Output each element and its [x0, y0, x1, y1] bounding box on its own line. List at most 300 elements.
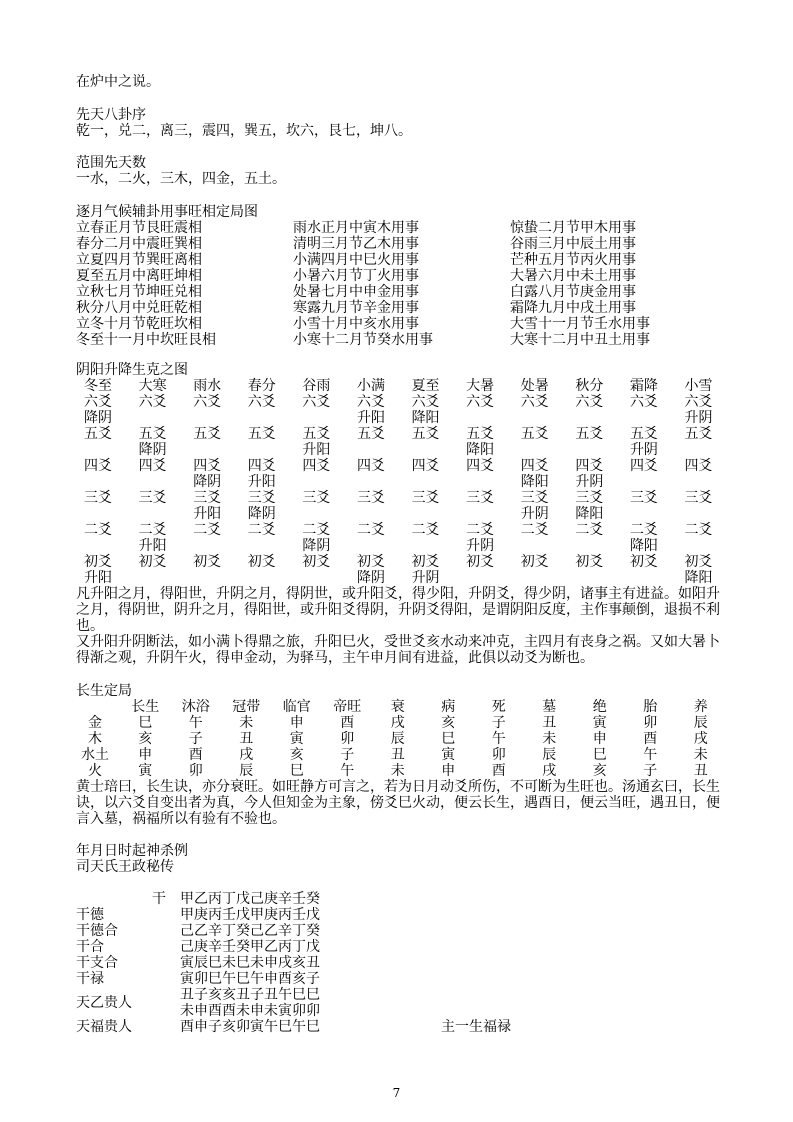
movement-mark: 升阴 — [629, 442, 658, 458]
shensha-values — [180, 971, 441, 987]
stage-header: 冠带 — [232, 699, 261, 715]
stem-sequence: 酉申子亥卯寅午巳午巳 — [180, 1019, 320, 1035]
paragraph-line: 也。 — [76, 618, 104, 634]
yao-cell: 二爻 — [302, 522, 331, 538]
movement-mark — [139, 474, 194, 490]
section-text: 一水，二火，三木，四金，五土。 — [76, 171, 286, 187]
yinyang-section — [76, 362, 739, 666]
branch-cell: 午 — [340, 763, 355, 779]
branch-cell: 未 — [542, 731, 557, 747]
stage-header: 绝 — [592, 699, 607, 715]
yao-cell: 三爻 — [466, 490, 495, 506]
corner-cell — [70, 699, 120, 715]
yao-cell: 四爻 — [466, 458, 495, 474]
yao-cell: 五爻 — [356, 426, 385, 442]
yao-cell: 初爻 — [466, 554, 495, 570]
movement-mark — [575, 442, 630, 458]
branch-cell: 卯 — [188, 763, 203, 779]
solar-term-header: 大寒 — [138, 378, 167, 394]
element-label: 木 — [88, 731, 102, 747]
yao-cell: 四爻 — [575, 458, 604, 474]
movement-mark — [139, 570, 194, 586]
yao-cell: 初爻 — [247, 554, 276, 570]
yao-cell: 五爻 — [520, 426, 549, 442]
shensha-label: 天乙贵人 — [76, 995, 132, 1011]
intro-section — [76, 74, 160, 90]
movement-mark — [521, 410, 576, 426]
movement-mark: 升阳 — [302, 442, 331, 458]
movement-mark: 降阳 — [411, 410, 440, 426]
section-title: 范围先天数 — [76, 155, 146, 171]
branch-cell: 申 — [441, 763, 456, 779]
movement-mark — [302, 474, 357, 490]
element-label: 金 — [88, 715, 102, 731]
monthly-entry: 雨水正月中寅木用事 — [293, 220, 419, 236]
branch-cell: 戌 — [239, 747, 254, 763]
shensha-label: 干合 — [76, 939, 104, 955]
movement-mark — [466, 570, 521, 586]
changsheng-commentary — [76, 779, 726, 827]
yao-cell: 三爻 — [84, 490, 112, 506]
yao-cell: 五爻 — [411, 426, 440, 442]
yao-cell: 六爻 — [247, 394, 276, 410]
branch-cell: 子 — [188, 731, 203, 747]
stem-sequence: 丑子亥亥丑子丑午巳巳 — [180, 987, 320, 1003]
yao-cell: 四爻 — [520, 458, 549, 474]
yao-cell: 二爻 — [193, 522, 222, 538]
stem-sequence: 寅辰巳未巳未申戌亥丑 — [180, 955, 320, 971]
branch-cell: 酉 — [491, 763, 506, 779]
movement-mark — [193, 442, 248, 458]
section-title: 年月日时起神杀例 — [76, 843, 188, 859]
monthly-entry: 寒露九月节辛金用事 — [293, 300, 419, 316]
shensha-table — [76, 891, 511, 1035]
yao-cell: 三爻 — [629, 490, 658, 506]
movement-mark — [685, 474, 740, 490]
solar-term-header: 霜降 — [629, 378, 658, 394]
stem-sequence: 未申酉酉未申未寅卯卯 — [180, 1003, 320, 1019]
movement-mark: 升阳 — [193, 506, 222, 522]
monthly-entry: 立冬十月节乾旺坎相 — [76, 316, 202, 332]
branch-cell: 戌 — [390, 715, 405, 731]
movement-mark: 升阳 — [138, 538, 167, 554]
branch-cell: 丑 — [239, 731, 254, 747]
branch-cell: 辰 — [693, 715, 708, 731]
yao-cell: 初爻 — [138, 554, 167, 570]
branch-cell: 亥 — [138, 731, 153, 747]
yao-cell: 五爻 — [247, 426, 276, 442]
movement-mark: 降阳 — [520, 474, 549, 490]
stage-header: 帝旺 — [333, 699, 362, 715]
branch-cell: 寅 — [441, 747, 456, 763]
branch-cell: 寅 — [592, 715, 607, 731]
movement-mark — [466, 474, 521, 490]
stem-sequence: 甲庚丙壬戊甲庚丙壬戊 — [180, 907, 320, 923]
yao-cell: 四爻 — [247, 458, 276, 474]
movement-mark — [521, 442, 576, 458]
yao-cell: 三爻 — [302, 490, 331, 506]
monthly-entry: 小暑六月节丁火用事 — [293, 268, 419, 284]
solar-term-header: 冬至 — [84, 378, 112, 394]
spacer — [76, 875, 511, 891]
shensha-row — [76, 907, 511, 923]
element-label: 火 — [88, 763, 102, 779]
movement-mark: 降阴 — [84, 410, 112, 426]
yao-cell: 四爻 — [356, 458, 385, 474]
stage-header: 长生 — [131, 699, 160, 715]
monthly-table — [76, 220, 727, 348]
yao-cell: 三爻 — [247, 490, 276, 506]
branch-cell: 丑 — [390, 747, 405, 763]
shensha-row — [76, 955, 511, 971]
yao-cell: 初爻 — [629, 554, 658, 570]
stage-header: 临官 — [282, 699, 311, 715]
movement-mark: 降阳 — [629, 538, 658, 554]
shensha-row — [76, 923, 511, 939]
stage-header: 沐浴 — [181, 699, 210, 715]
branch-cell: 亥 — [289, 747, 304, 763]
movement-mark — [193, 570, 248, 586]
yao-cell: 初爻 — [356, 554, 385, 570]
yao-cell: 四爻 — [411, 458, 440, 474]
branch-cell: 辰 — [239, 763, 254, 779]
monthly-entry: 春分二月中震旺巽相 — [76, 236, 202, 252]
yao-cell: 初爻 — [520, 554, 549, 570]
yao-cell: 三爻 — [138, 490, 167, 506]
stem-header-row — [76, 891, 511, 907]
movement-mark — [575, 410, 630, 426]
branch-cell: 未 — [693, 747, 708, 763]
movement-mark — [575, 538, 630, 554]
movement-mark: 升阴 — [411, 570, 440, 586]
changsheng-table — [70, 699, 726, 779]
movement-mark: 升阳 — [84, 570, 112, 586]
movement-mark — [248, 442, 303, 458]
yao-cell: 五爻 — [193, 426, 222, 442]
stage-header: 病 — [441, 699, 456, 715]
monthly-entry: 惊蛰二月节甲木用事 — [510, 220, 636, 236]
yinyang-commentary — [76, 586, 739, 666]
yao-cell: 六爻 — [629, 394, 658, 410]
yao-cell: 初爻 — [84, 554, 112, 570]
movement-mark — [357, 442, 412, 458]
monthly-entry: 芒种五月节丙火用事 — [510, 252, 636, 268]
yao-cell: 二爻 — [466, 522, 495, 538]
movement-mark — [84, 506, 139, 522]
yao-cell: 四爻 — [302, 458, 331, 474]
movement-mark: 降阳 — [466, 442, 495, 458]
section-title: 逐月气候辅卦用事旺相定局图 — [76, 204, 258, 220]
yao-cell: 五爻 — [302, 426, 331, 442]
yao-cell: 二爻 — [520, 522, 549, 538]
movement-mark — [412, 442, 467, 458]
yao-cell: 六爻 — [138, 394, 167, 410]
branch-cell: 申 — [592, 731, 607, 747]
movement-mark — [139, 410, 194, 426]
movement-mark — [521, 570, 576, 586]
monthly-entry: 大暑六月中未土用事 — [510, 268, 636, 284]
movement-mark — [248, 538, 303, 554]
movement-mark: 升阴 — [466, 538, 495, 554]
yao-cell: 六爻 — [466, 394, 495, 410]
monthly-entry: 立秋七月节坤旺兑相 — [76, 284, 202, 300]
solar-term-header: 雨水 — [193, 378, 222, 394]
movement-mark: 降阴 — [138, 442, 167, 458]
stage-header: 胎 — [643, 699, 658, 715]
monthly-entry: 立夏四月节巽旺离相 — [76, 252, 202, 268]
yao-cell: 六爻 — [684, 394, 713, 410]
section-title: 先天八卦序 — [76, 107, 146, 123]
movement-mark — [630, 570, 685, 586]
movement-mark — [302, 570, 357, 586]
branch-cell: 寅 — [289, 731, 304, 747]
movement-mark — [357, 538, 412, 554]
movement-mark: 降阳 — [575, 506, 604, 522]
monthly-entry: 小寒十二月节癸水用事 — [293, 332, 433, 348]
branch-cell: 亥 — [441, 715, 456, 731]
branch-cell: 子 — [340, 747, 355, 763]
solar-term-header: 小雪 — [684, 378, 713, 394]
paragraph-line: 得渐之观，升阴午火，得申金动，为驿马，主午申月间有进益，此俱以动爻为断也。 — [76, 650, 594, 666]
stem-sequence: 己乙辛丁癸己乙辛丁癸 — [180, 923, 320, 939]
paragraph — [76, 586, 739, 634]
yao-cell: 三爻 — [193, 490, 222, 506]
yao-cell: 四爻 — [684, 458, 713, 474]
movement-mark: 降阴 — [302, 538, 331, 554]
movement-mark: 降阴 — [247, 506, 276, 522]
movement-mark — [575, 570, 630, 586]
movement-mark — [521, 538, 576, 554]
yao-cell: 三爻 — [575, 490, 604, 506]
yao-cell: 五爻 — [684, 426, 713, 442]
yao-cell: 六爻 — [193, 394, 222, 410]
solar-term-header: 秋分 — [575, 378, 604, 394]
paragraph-line: 又升阳升阴断法，如小满卜得鼎之旅，升阳巳火，受世爻亥水动来冲克，主四月有丧身之祸。又如大暑卜 — [76, 634, 720, 650]
monthly-entry: 冬至十一月中坎旺艮相 — [76, 332, 216, 348]
fanwei-section — [76, 155, 286, 187]
yao-cell: 二爻 — [138, 522, 167, 538]
branch-cell: 未 — [239, 715, 254, 731]
solar-term-header: 处暑 — [520, 378, 549, 394]
branch-cell: 申 — [138, 747, 153, 763]
xiantian-order-section — [76, 107, 412, 139]
branch-cell: 辰 — [542, 747, 557, 763]
yao-cell: 二爻 — [629, 522, 658, 538]
movement-mark — [193, 410, 248, 426]
shensha-row — [76, 1019, 511, 1035]
yao-cell: 三爻 — [411, 490, 440, 506]
monthly-entry: 夏至五月中离旺坤相 — [76, 268, 202, 284]
yao-cell: 二爻 — [684, 522, 713, 538]
branch-cell: 申 — [289, 715, 304, 731]
yao-cell: 六爻 — [520, 394, 549, 410]
yao-cell: 三爻 — [356, 490, 385, 506]
movement-mark — [84, 538, 139, 554]
shensha-values — [180, 987, 441, 1019]
movement-mark: 升阴 — [520, 506, 549, 522]
movement-mark — [685, 538, 740, 554]
yao-cell: 初爻 — [302, 554, 331, 570]
yao-cell: 初爻 — [193, 554, 222, 570]
movement-mark — [302, 506, 357, 522]
branch-cell: 亥 — [592, 763, 607, 779]
stem-header-values: 甲乙丙丁戊己庚辛壬癸 — [180, 891, 320, 907]
yao-cell: 四爻 — [629, 458, 658, 474]
branch-cell: 戌 — [693, 731, 708, 747]
paragraph-line: 黄士琣曰，长生诀，亦分衰旺。如旺静方可言之，若为日月动爻所伤，不可断为生旺也。汤通玄曰，长生 — [76, 779, 720, 795]
branch-cell: 子 — [491, 715, 506, 731]
yao-cell: 四爻 — [193, 458, 222, 474]
branch-cell: 丑 — [542, 715, 557, 731]
branch-cell: 卯 — [643, 715, 658, 731]
yao-cell: 五爻 — [575, 426, 604, 442]
yao-cell: 六爻 — [411, 394, 440, 410]
monthly-entry: 大寒十二月中丑土用事 — [510, 332, 650, 348]
movement-mark — [248, 570, 303, 586]
movement-mark — [412, 538, 467, 554]
monthly-section — [76, 204, 727, 348]
stage-header: 衰 — [390, 699, 405, 715]
yao-cell: 五爻 — [138, 426, 167, 442]
monthly-entry: 霜降九月中戌土用事 — [510, 300, 636, 316]
solar-term-header: 大暑 — [466, 378, 495, 394]
yao-cell: 二爻 — [247, 522, 276, 538]
yao-cell: 二爻 — [356, 522, 385, 538]
stem-sequence: 己庚辛壬癸甲乙丙丁戊 — [180, 939, 320, 955]
section-subtitle: 司天氏王政秘传 — [76, 859, 174, 875]
stem-sequence: 寅卯巳午巳午申酉亥子 — [180, 971, 320, 987]
solar-term-header: 夏至 — [411, 378, 440, 394]
shensha-note: 主一生福禄 — [441, 1019, 511, 1035]
shensha-section — [76, 843, 511, 1035]
shensha-row — [76, 987, 511, 1019]
shensha-values — [180, 1019, 441, 1035]
yao-cell: 初爻 — [575, 554, 604, 570]
monthly-entry: 白露八月节庚金用事 — [510, 284, 636, 300]
movement-mark — [685, 506, 740, 522]
movement-mark — [302, 410, 357, 426]
movement-mark — [630, 410, 685, 426]
branch-cell: 酉 — [643, 731, 658, 747]
branch-cell: 子 — [643, 763, 658, 779]
yao-cell: 五爻 — [84, 426, 112, 442]
shensha-label: 干禄 — [76, 971, 104, 987]
yao-cell: 六爻 — [356, 394, 385, 410]
branch-cell: 卯 — [340, 731, 355, 747]
yao-cell: 六爻 — [302, 394, 331, 410]
shensha-row — [76, 939, 511, 955]
yao-cell: 二爻 — [575, 522, 604, 538]
monthly-entry: 小满四月中巳火用事 — [293, 252, 419, 268]
monthly-entry: 处暑七月中申金用事 — [293, 284, 419, 300]
movement-mark — [84, 474, 139, 490]
section-text: 乾一，兑二，离三，震四，巽五，坎六，艮七，坤八。 — [76, 123, 412, 139]
movement-mark — [248, 410, 303, 426]
yao-cell: 二爻 — [84, 522, 112, 538]
shensha-label: 干支合 — [76, 955, 118, 971]
branch-cell: 巳 — [441, 731, 456, 747]
shensha-label: 干德合 — [76, 923, 118, 939]
monthly-entry: 谷雨三月中辰土用事 — [510, 236, 636, 252]
monthly-entry: 大雪十一月节壬水用事 — [510, 316, 650, 332]
paragraph — [76, 634, 739, 666]
paragraph-line: 言入墓，祸福所以有验有不验也。 — [76, 811, 286, 827]
branch-cell: 巳 — [289, 763, 304, 779]
movement-mark — [139, 506, 194, 522]
stage-header: 死 — [491, 699, 506, 715]
section-title: 长生定局 — [76, 683, 132, 699]
intro-line: 在炉中之说。 — [76, 74, 160, 90]
movement-mark — [412, 474, 467, 490]
stem-header-label: 干 — [152, 891, 166, 907]
changsheng-section — [76, 683, 726, 827]
yao-cell: 六爻 — [575, 394, 604, 410]
movement-mark: 升阴 — [684, 410, 713, 426]
branch-cell: 午 — [491, 731, 506, 747]
shensha-values — [180, 939, 441, 955]
branch-cell: 酉 — [340, 715, 355, 731]
yao-cell: 初爻 — [411, 554, 440, 570]
branch-cell: 酉 — [188, 747, 203, 763]
movement-mark: 升阴 — [575, 474, 604, 490]
shensha-label: 天福贵人 — [76, 1019, 132, 1035]
monthly-entry: 立春正月节艮旺震相 — [76, 220, 202, 236]
stage-header: 养 — [693, 699, 708, 715]
solar-term-header: 谷雨 — [302, 378, 331, 394]
branch-cell: 戌 — [542, 763, 557, 779]
movement-mark — [193, 538, 248, 554]
element-label: 水土 — [81, 747, 109, 763]
shensha-values — [180, 923, 441, 939]
branch-cell: 午 — [188, 715, 203, 731]
yao-cell: 初爻 — [684, 554, 713, 570]
paragraph-line: 之月，得阴世，阴升之月，得阳世，或升阳爻得阴，升阴爻得阳，是谓阴阳反度，主作事颠倒，退损不利 — [76, 602, 720, 618]
movement-mark — [357, 474, 412, 490]
paragraph-line: 诀，以六爻自变出者为真，今人但知金为主象，傍爻巳火动，便云长生，遇酉日，便云当旺，遇丑日，便 — [76, 795, 720, 811]
stage-header: 墓 — [542, 699, 557, 715]
yinyang-table — [84, 378, 739, 586]
branch-cell: 未 — [390, 763, 405, 779]
movement-mark: 升阳 — [247, 474, 276, 490]
solar-term-header: 春分 — [247, 378, 276, 394]
shensha-row — [76, 971, 511, 987]
yao-cell: 二爻 — [411, 522, 440, 538]
movement-mark — [466, 410, 521, 426]
movement-mark: 升阳 — [356, 410, 385, 426]
paragraph-line: 凡升阳之月，得阳世，升阴之月，得阴世，或升阳爻，得少阳，升阴爻，得少阴，诸事主有进益。如阳升 — [76, 586, 720, 602]
movement-mark — [84, 442, 139, 458]
yao-cell: 三爻 — [684, 490, 713, 506]
movement-mark — [412, 506, 467, 522]
movement-mark — [466, 506, 521, 522]
movement-mark — [357, 506, 412, 522]
branch-cell: 午 — [643, 747, 658, 763]
page-number: 7 — [392, 1086, 401, 1100]
monthly-entry: 秋分八月中兑旺乾相 — [76, 300, 202, 316]
branch-cell: 辰 — [390, 731, 405, 747]
section-title: 阴阳升降生克之图 — [76, 362, 188, 378]
shensha-values — [180, 907, 441, 923]
yao-cell: 五爻 — [466, 426, 495, 442]
branch-cell: 巳 — [592, 747, 607, 763]
branch-cell: 卯 — [491, 747, 506, 763]
monthly-entry: 小雪十月中亥水用事 — [293, 316, 419, 332]
movement-mark: 降阴 — [193, 474, 222, 490]
yao-cell: 四爻 — [84, 458, 112, 474]
movement-mark — [630, 474, 685, 490]
shensha-values — [180, 955, 441, 971]
solar-term-header: 小满 — [356, 378, 385, 394]
